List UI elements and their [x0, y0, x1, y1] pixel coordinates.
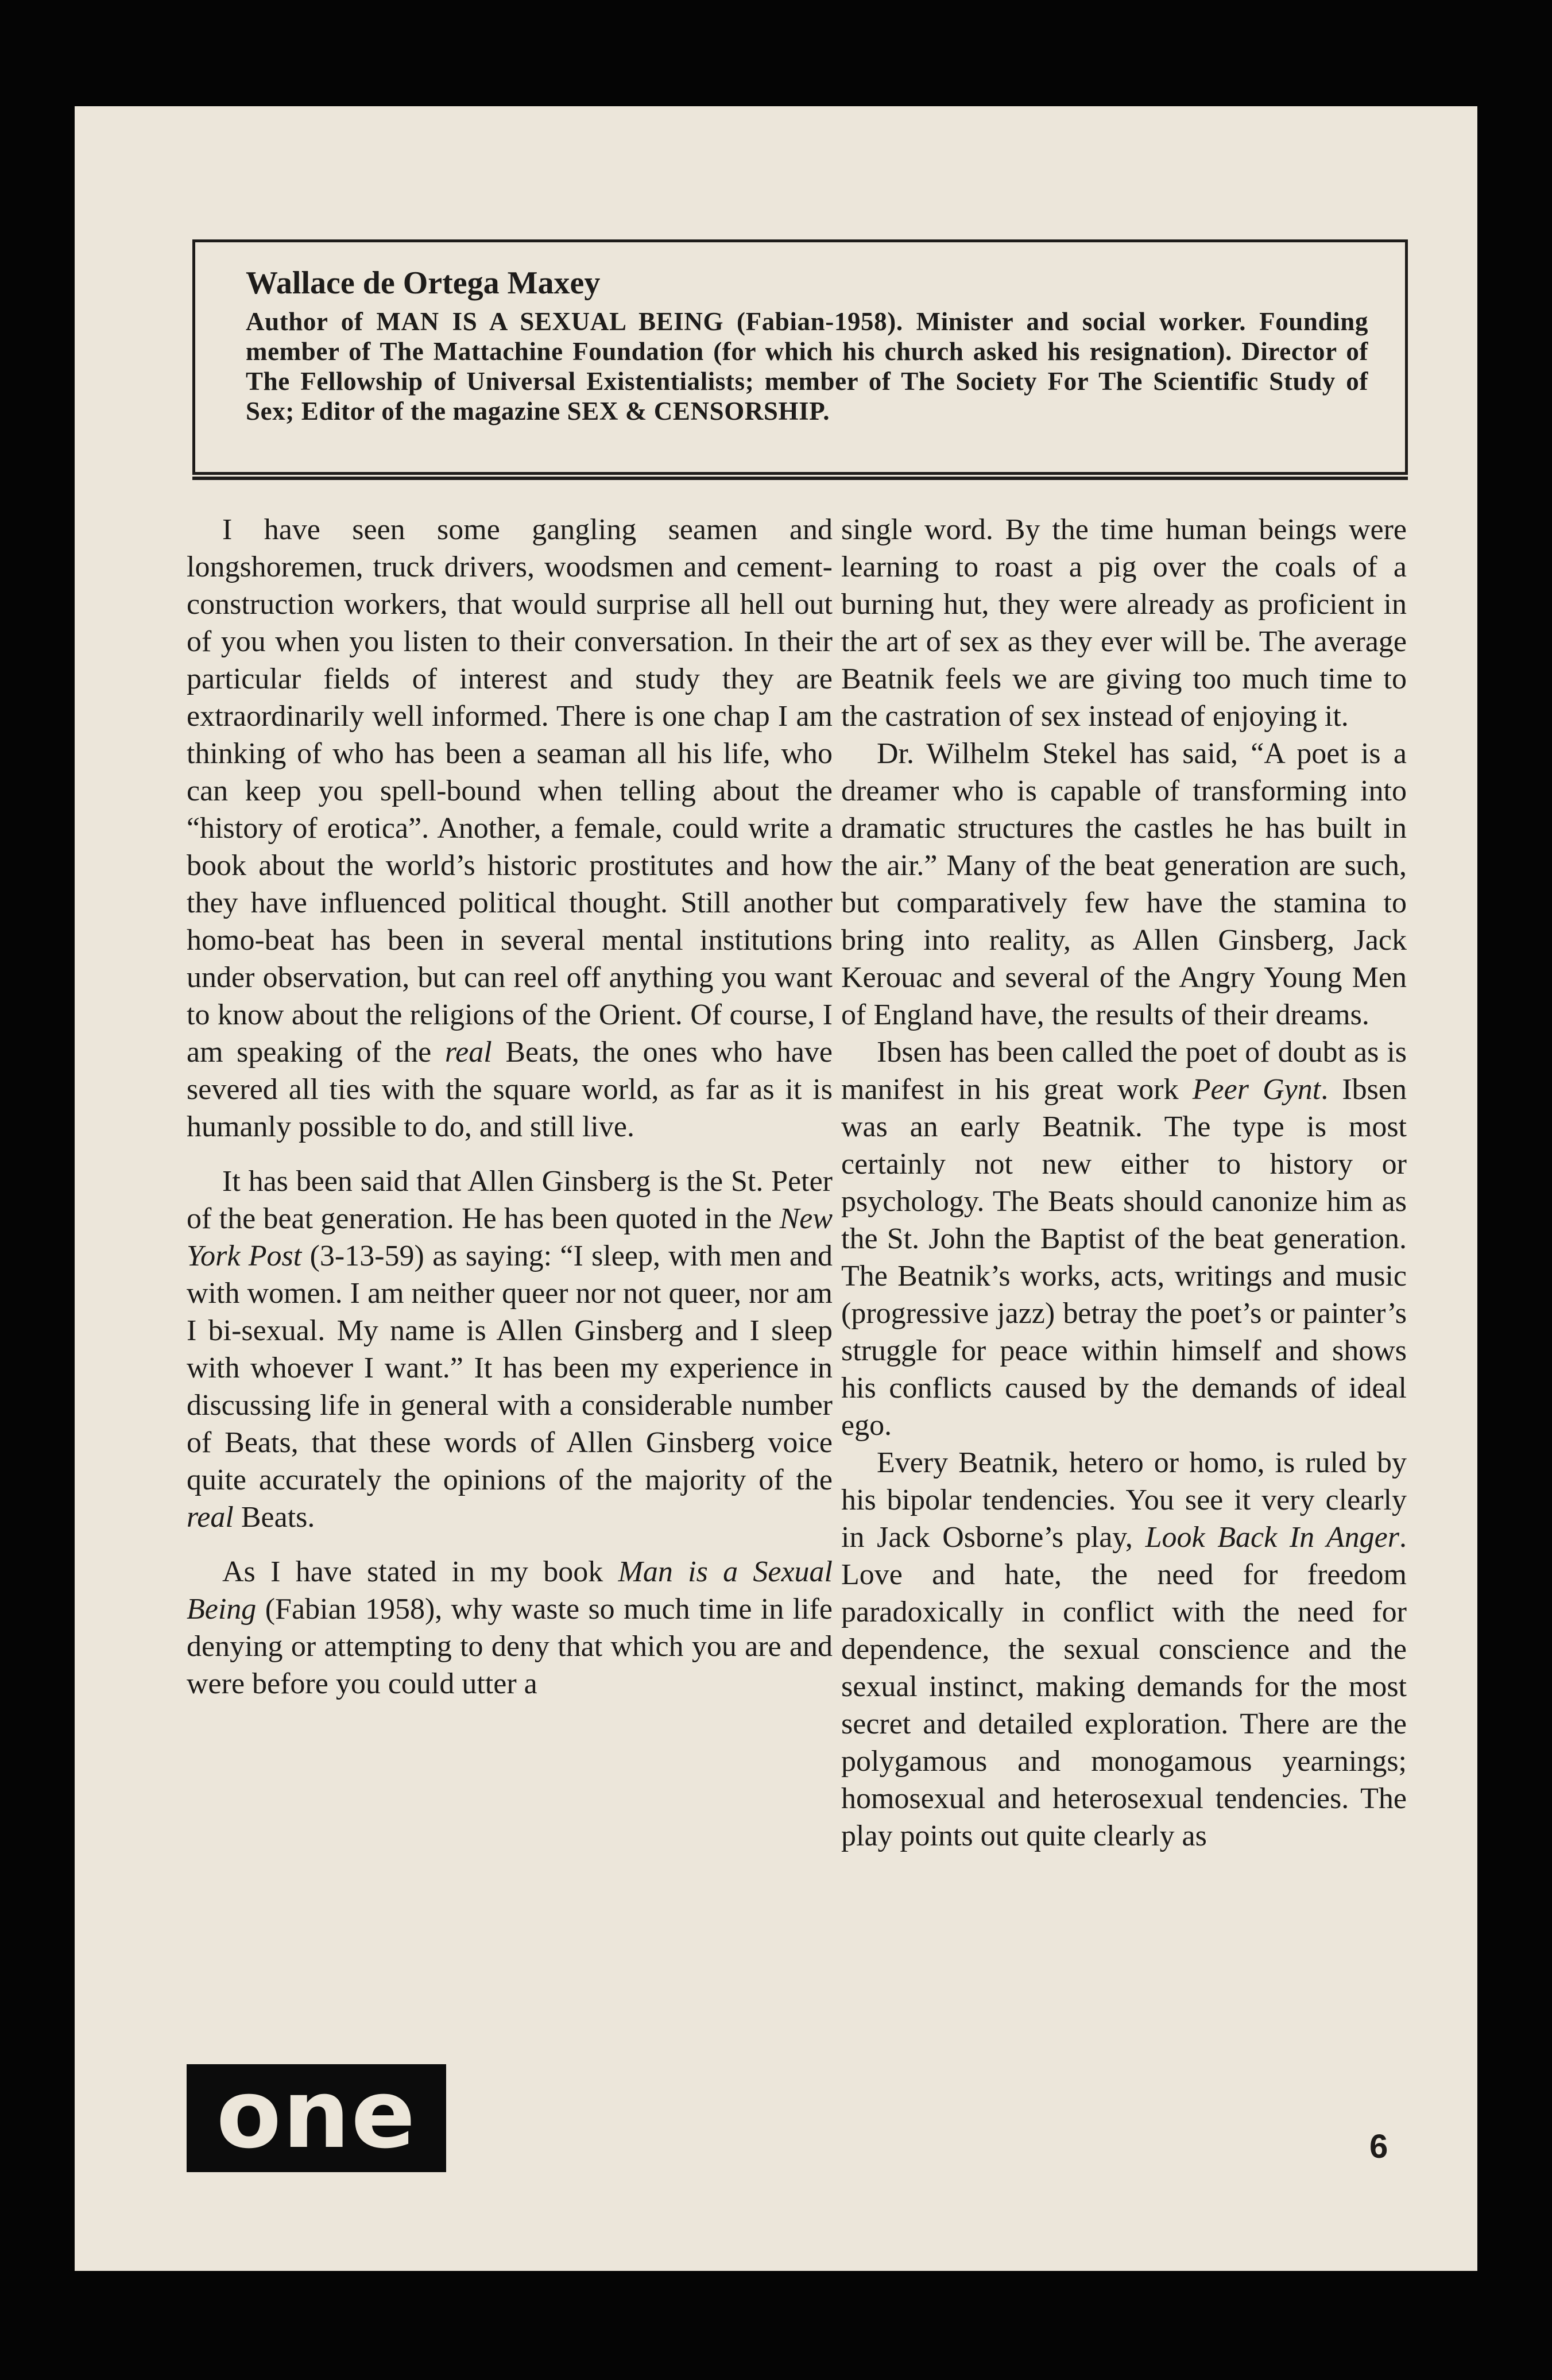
bio-box-underline [192, 477, 1408, 480]
author-bio-box [192, 239, 1408, 475]
left-paragraph-3: As I have stated in my book Man is a Sexual Being (Fabian 1958), why waste so much time in life denying or attempting to deny that which you are and were before you could utter a [187, 1555, 833, 1700]
author-bio: Author of MAN IS A SEXUAL BEING (Fabian-1958). Minister and social worker. Founding member of The Mattachine Foundation (for which his church asked his resignation). Director of The Fellowship of Universal Existentialists; member of The Society For The Scientific Study of Sex; Editor of the magazine SEX & CENSORSHIP. [246, 307, 1368, 425]
logo-text: one [216, 2058, 417, 2169]
right-column [841, 511, 1407, 1855]
one-magazine-logo [187, 2058, 446, 2172]
left-paragraph-1: I have seen some gangling seamen and longshoremen, truck drivers, woodsmen and cement-construction workers, that would surprise all hell out of you when you listen to their conversation. In their particular fields of interest and study they are extraordinarily well informed. There is one chap I am thinking of who has been a seaman all his life, who can keep you spell-bound when telling about the “history of erotica”. Another, a female, could write a book about the world’s historic prostitutes and how they have influenced political thought. Still another homo-beat has been in several mental institutions under observation, but can reel off anything you want to know about the religions of the Orient. Of course, I am speaking of the real Beats, the ones who have severed all ties with the square world, as far as it is humanly possible to do, and still live. [187, 513, 833, 1143]
left-column [187, 511, 833, 1702]
left-paragraph-2: It has been said that Allen Ginsberg is the St. Peter of the beat generation. He has been quoted in the New York Post (3-13-59) as saying: “I sleep, with men and with women. I am neither queer nor not queer, nor am I bi-sexual. My name is Allen Ginsberg and I sleep with whoever I want.” It has been my experience in discussing life in general with a considerable number of Beats, that these words of Allen Ginsberg voice quite accurately the opinions of the majority of the real Beats. [187, 1165, 833, 1534]
right-paragraph-1: single word. By the time human beings were learning to roast a pig over the coals of a burning hut, they were already as proficient in the art of sex as they ever will be. The average Beatnik feels we are giving too much time to the castration of sex instead of enjoying it. [841, 513, 1407, 733]
right-paragraph-3: Ibsen has been called the poet of doubt as is manifest in his great work Peer Gynt. Ibsen was an early Beatnik. The type is most certainly not new either to history or psychology. The Beats should canonize him as the St. John the Baptist of the beat generation. The Beatnik’s works, acts, writings and music (progressive jazz) betray the poet’s or painter’s struggle for peace within himself and shows his conflicts caused by the demands of ideal ego. [841, 1036, 1407, 1442]
right-paragraph-2: Dr. Wilhelm Stekel has said, “A poet is a dreamer who is capable of transforming into dramatic structures the castles he has built in the air.” Many of the beat generation are such, but comparatively few have the stamina to bring into reality, as Allen Ginsberg, Jack Kerouac and several of the Angry Young Men of England have, the results of their dreams. [841, 737, 1407, 1031]
right-paragraph-4: Every Beatnik, hetero or homo, is ruled by his bipolar tendencies. You see it very clearly in Jack Osborne’s play, Look Back In Anger. Love and hate, the need for freedom paradoxically in conflict with the need for dependence, the sexual conscience and the sexual instinct, making demands for the most secret and detailed exploration. There are the polygamous and monogamous yearnings; homosexual and heterosexual tendencies. The play points out quite clearly as [841, 1446, 1407, 1852]
page-number: 6 [1369, 2128, 1388, 2165]
magazine-page [75, 106, 1477, 2271]
author-name: Wallace de Ortega Maxey [246, 265, 601, 301]
